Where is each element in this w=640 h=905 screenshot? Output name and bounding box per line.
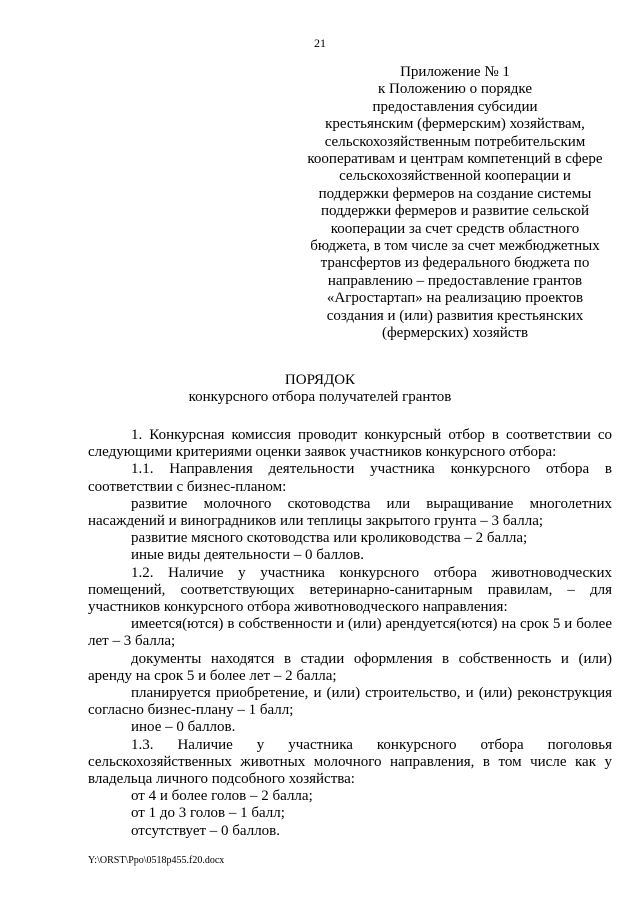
appendix-header xyxy=(300,64,610,343)
appendix-line: к Положению о порядке xyxy=(378,81,532,98)
appendix-line: трансфертов из федерального бюджета по xyxy=(320,255,590,272)
paragraph: 1. Конкурсная комиссия проводит конкурсный отбор в соответствии со следующими критериями оценки заявок участников конкурсного отбора: xyxy=(88,427,612,461)
appendix-line: предоставления субсидии xyxy=(372,98,538,115)
appendix-line: поддержки фермеров на создание системы xyxy=(318,185,592,202)
appendix-line: бюджета, в том числе за счет межбюджетных xyxy=(310,238,600,255)
page-number: 21 xyxy=(314,36,326,50)
appendix-line: создания и (или) развития крестьянских xyxy=(326,307,584,324)
paragraph: отсутствует – 0 баллов. xyxy=(131,822,281,839)
appendix-line: кооперативам и центрам компетенций в сфере xyxy=(307,151,603,168)
paragraph: иное – 0 баллов. xyxy=(131,719,236,736)
document-subtitle: конкурсного отбора получателей грантов xyxy=(188,389,452,405)
paragraph: иные виды деятельности – 0 баллов. xyxy=(131,547,364,564)
file-path-footer: Y:\ORST\Ppo\0518p455.f20.docx xyxy=(88,855,225,866)
paragraph: 1.3. Наличие у участника конкурсного отбора поголовья сельскохозяйственных животных молочного направления, в том числе как у владельца личного подсобного хозяйства: xyxy=(88,736,612,788)
appendix-line: поддержки фермеров и развитие сельской xyxy=(320,203,590,220)
paragraph: документы находятся в стадии оформления в собственность и (или) аренду на срок 5 и более лет – 2 балла; xyxy=(88,650,612,684)
paragraph: 1.2. Наличие у участника конкурсного отбора животноводческих помещений, соответствующих ветеринарно-санитарным правилам, – для участников конкурсного отбора животноводческого направления: xyxy=(88,564,612,616)
appendix-line: (фермерских) хозяйств xyxy=(381,325,529,342)
paragraph: 1.1. Направления деятельности участника конкурсного отбора в соответствии с бизнес-планом: xyxy=(88,461,612,495)
paragraph: от 1 до 3 голов – 1 балл; xyxy=(131,805,285,822)
appendix-line: сельскохозяйственной кооперации и xyxy=(339,168,571,185)
appendix-line: кооперации за счет средств областного xyxy=(330,220,580,237)
document-title: ПОРЯДОК xyxy=(284,372,356,388)
paragraph: развитие мясного скотоводства или кролиководства – 2 балла; xyxy=(131,530,528,547)
paragraph: развитие молочного скотоводства или выращивание многолетних насаждений и виноградников или теплицы закрытого грунта – 3 балла; xyxy=(88,495,612,530)
appendix-line: Приложение № 1 xyxy=(400,64,510,80)
appendix-line: направлению – предоставление грантов xyxy=(327,272,583,289)
paragraph: планируется приобретение, и (или) строительство, и (или) реконструкция согласно бизнес-плану – 1 балл; xyxy=(88,685,612,719)
paragraph: от 4 и более голов – 2 балла; xyxy=(131,788,313,805)
appendix-line: сельскохозяйственным потребительским xyxy=(324,133,586,150)
appendix-line: «Агростартап» на реализацию проектов xyxy=(326,290,584,307)
appendix-line: крестьянским (фермерским) хозяйствам, xyxy=(325,116,585,133)
paragraph: имеется(ются) в собственности и (или) арендуется(ются) на срок 5 и более лет – 3 балла; xyxy=(88,616,612,650)
document-body xyxy=(88,427,612,840)
